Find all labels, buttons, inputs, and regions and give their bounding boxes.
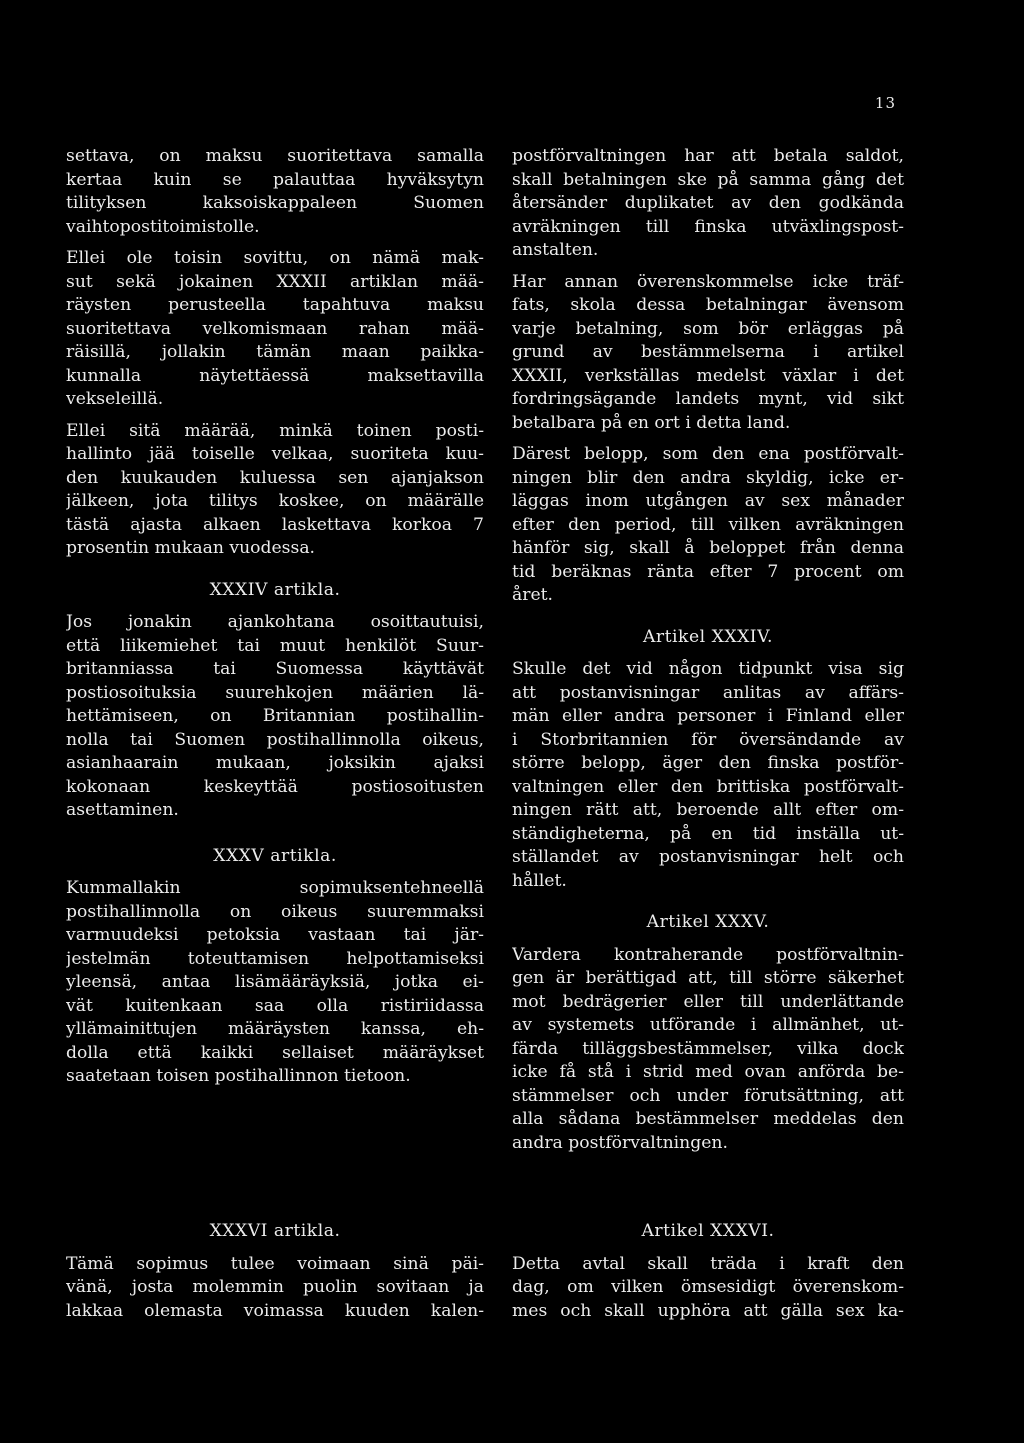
article-35-text-sv [512, 944, 904, 1156]
text-line: tilityksen kaksoiskappaleen Suomen [66, 193, 484, 213]
text-line: stämmelser och under förutsättning, att [512, 1085, 904, 1106]
text-line: postihallinnolla on oikeus suuremmaksi [66, 901, 484, 922]
text-line: färda tilläggsbestämmelser, vilka dock [512, 1038, 904, 1059]
text-line: yllämainittujen määräysten kanssa, eh- [66, 1019, 484, 1039]
text-line: mot bedrägerier eller till underlättande [512, 991, 904, 1012]
text-line: återsänder duplikatet av den godkända [512, 193, 904, 213]
article-36-text-fi [66, 1253, 484, 1324]
text-line: tästä ajasta alkaen laskettava korkoa 7 [66, 514, 484, 535]
page-number: 13 [874, 94, 896, 112]
paragraph [66, 247, 484, 412]
text-line: kunnalla näytettäessä maksettavilla [66, 365, 484, 386]
article-34-heading-sv: Artikel XXXIV. [643, 626, 773, 647]
text-line: settava, on maksu suoritettava samalla [66, 146, 484, 166]
text-line: räysten perusteella tapahtuva maksu [66, 295, 484, 315]
text-line: räisillä, jollakin tämän maan paikka- [66, 342, 484, 362]
text-line: Vardera kontraherande postförvaltnin- [512, 944, 904, 965]
text-line: avräkningen till finska utväxlingspost- [512, 216, 904, 237]
text-line: tid beräknas ränta efter 7 procent om [512, 561, 904, 582]
text-line: asianhaarain mukaan, joksikin ajaksi [66, 753, 484, 773]
text-line: Detta avtal skall träda i kraft den [512, 1253, 904, 1274]
text-line: andra postförvaltningen. [512, 1132, 728, 1153]
text-line: Skulle det vid någon tidpunkt visa sig [512, 659, 904, 679]
text-line: suoritettava velkomismaan rahan mää- [66, 318, 484, 339]
text-line: hettämiseen, on Britannian postihallin- [66, 706, 484, 726]
text-line: sut sekä jokainen XXXII artiklan mää- [66, 271, 484, 292]
text-line: vekseleillä. [66, 389, 164, 409]
article-34-text-fi [66, 611, 484, 823]
article-35-heading-fi: XXXV artikla. [213, 845, 337, 866]
text-line: den kuukauden kuluessa sen ajanjakson [66, 467, 484, 488]
text-line: yleensä, antaa lisämääräyksiä, jotka ei- [66, 972, 484, 992]
text-line: varmuudeksi petoksia vastaan tai jär- [66, 925, 484, 945]
text-line: grund av bestämmelserna i artikel [512, 342, 904, 362]
text-line: fats, skola dessa betalningar ävensom [512, 295, 904, 315]
text-line: kokonaan keskeyttää postiosoitusten [66, 776, 484, 797]
text-line: postförvaltningen har att betala saldot, [512, 146, 904, 166]
text-line: Jos jonakin ajankohtana osoittautuisi, [66, 612, 484, 632]
paragraph [66, 420, 484, 561]
article-36-heading-sv: Artikel XXXVI. [641, 1221, 775, 1241]
text-line: Ellei sitä määrää, minkä toinen posti- [66, 420, 484, 441]
text-line: gen är berättigad att, till större säkerhet [512, 968, 904, 988]
text-line: hänför sig, skall å beloppet från denna [512, 538, 904, 558]
paragraph [66, 145, 484, 239]
text-line: XXXII, verkställas medelst växlar i det [512, 365, 904, 386]
article-34-heading-fi: XXXIV artikla. [209, 579, 341, 600]
article-36-heading-fi: XXXVI artikla. [209, 1221, 341, 1241]
text-line: icke få stå i strid med ovan anförda be- [512, 1062, 904, 1082]
text-line: efter den period, till vilken avräkningen [512, 514, 904, 535]
text-line: män eller andra personer i Finland eller [512, 706, 904, 726]
text-line: året. [512, 585, 554, 605]
text-line: ningen rätt att, beroende allt efter om- [512, 800, 904, 820]
text-line: ningen blir den andra skyldig, icke er- [512, 467, 904, 488]
text-line: hållet. [512, 870, 567, 891]
text-line: fordringsägande landets mynt, vid sikt [512, 389, 904, 409]
article-35-heading-sv: Artikel XXXV. [646, 912, 770, 932]
paragraph [512, 443, 904, 608]
text-line: että liikemiehet tai muut henkilöt Suur- [66, 635, 484, 656]
text-line: vät kuitenkaan saa olla ristiriidassa [66, 995, 484, 1016]
text-line: Kummallakin sopimuksentehneellä [66, 878, 484, 898]
text-line: jestelmän toteuttamisen helpottamiseksi [66, 948, 484, 969]
text-line: Därest belopp, som den ena postförvalt- [512, 444, 904, 464]
text-line: ställandet av postanvisningar helt och [512, 847, 904, 867]
text-line: saatetaan toisen postihallinnon tietoon. [66, 1066, 411, 1086]
article-36-text-sv [512, 1253, 904, 1324]
text-line: mes och skall upphöra att gälla sex ka- [512, 1300, 904, 1321]
text-line: varje betalning, som bör erläggas på [512, 318, 904, 339]
swedish-column [512, 145, 904, 1155]
text-line: av systemets utförande i allmänhet, ut- [512, 1015, 904, 1035]
text-line: valtningen eller den brittiska postförvalt- [512, 776, 904, 797]
text-line: anstalten. [512, 240, 599, 260]
finnish-bottom [66, 1220, 484, 1323]
text-line: att postanvisningar anlitas av affärs- [512, 682, 904, 703]
text-line: läggas inom utgången av sex månader [512, 491, 904, 511]
text-line: större belopp, äger den finska postför- [512, 753, 904, 773]
paragraph [512, 271, 904, 436]
swedish-bottom [512, 1220, 904, 1323]
text-line: betalbara på en ort i detta land. [512, 412, 791, 433]
text-line: jälkeen, jota tilitys koskee, on määrälle [66, 491, 484, 511]
paragraph [512, 145, 904, 263]
text-line: Tämä sopimus tulee voimaan sinä päi- [66, 1253, 484, 1274]
text-line: lakkaa olemasta voimassa kuuden kalen- [66, 1300, 484, 1321]
article-35-text-fi [66, 877, 484, 1089]
text-line: i Storbritannien för översändande av [512, 729, 904, 750]
text-line: Ellei ole toisin sovittu, on nämä mak- [66, 248, 484, 268]
text-line: britanniassa tai Suomessa käyttävät [66, 659, 484, 679]
text-line: hallinto jää toiselle velkaa, suoriteta kuu- [66, 444, 484, 464]
text-line: nolla tai Suomen postihallinnolla oikeus, [66, 729, 484, 750]
text-line: vänä, josta molemmin puolin sovitaan ja [66, 1277, 484, 1297]
text-line: dolla että kaikki sellaiset määräykset [66, 1042, 484, 1063]
text-line: prosentin mukaan vuodessa. [66, 538, 316, 558]
text-line: vaihtopostitoimistolle. [66, 216, 260, 237]
finnish-top-paragraphs [66, 145, 484, 561]
finnish-column [66, 145, 484, 1089]
text-line: Har annan överenskommelse icke träf- [512, 271, 904, 292]
text-line: postiosoituksia suurehkojen määrien lä- [66, 682, 484, 703]
text-line: alla sådana bestämmelser meddelas den [512, 1109, 904, 1129]
article-34-text-sv [512, 658, 904, 893]
text-line: ständigheterna, på en tid inställa ut- [512, 823, 904, 844]
text-line: dag, om vilken ömsesidigt överenskom- [512, 1277, 904, 1297]
swedish-top-paragraphs [512, 145, 904, 608]
text-line: asettaminen. [66, 800, 179, 820]
text-line: skall betalningen ske på samma gång det [512, 169, 904, 190]
text-line: kertaa kuin se palauttaa hyväksytyn [66, 169, 484, 190]
